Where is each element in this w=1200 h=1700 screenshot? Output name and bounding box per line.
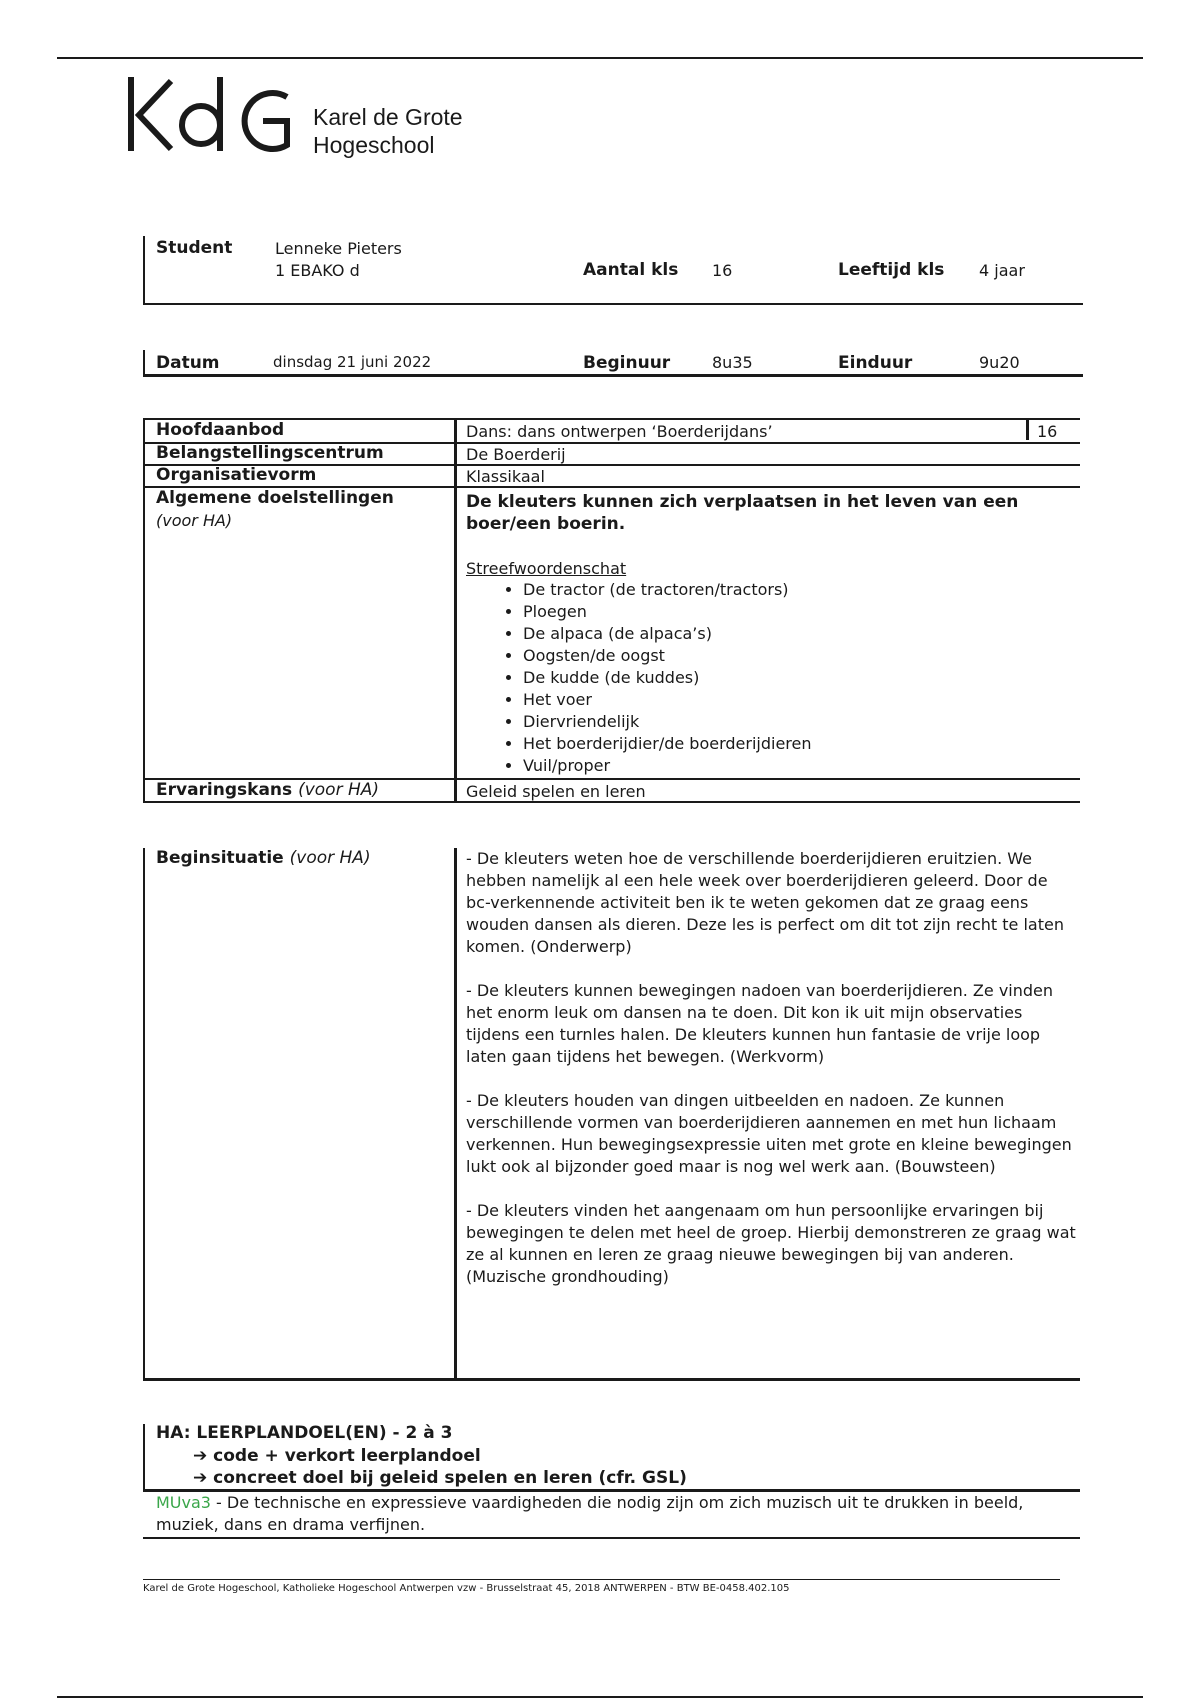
kdg-logo: [127, 75, 297, 155]
datum-left-border: [143, 350, 145, 377]
student-bottom-border: [143, 303, 1083, 305]
datum-bottom-border: [143, 374, 1083, 377]
doelstellingen-value: De kleuters kunnen zich verplaatsen in het leven van een boer/een boerin.: [466, 492, 1019, 534]
beginuur-value: 8u35: [712, 353, 753, 372]
ha-bullet-2-text: concreet doel bij geleid spelen en leren (cfr. GSL): [213, 1468, 687, 1488]
vocab-item: • De kudde (de kuddes): [523, 667, 1066, 689]
ha-bullet-1-text: code + verkort leerplandoel: [213, 1446, 481, 1466]
footer-rule: [143, 1579, 1060, 1580]
student-class: 1 EBAKO d: [275, 261, 360, 280]
begin-mid-border: [454, 848, 457, 1381]
streefwoordenschat-title: Streefwoordenschat: [466, 559, 627, 578]
ha-bullet-2: [193, 1467, 687, 1489]
page-top-rule: [57, 57, 1143, 59]
bc-label: Belangstellingscentrum: [156, 443, 384, 463]
organisatievorm-value: Klassikaal: [466, 467, 545, 486]
ha-doel: [156, 1492, 1076, 1536]
student-name: Lenneke Pieters: [275, 239, 402, 258]
datum-value: dinsdag 21 juni 2022: [273, 353, 432, 371]
einduur-value: 9u20: [979, 353, 1020, 372]
leeftijd-kls-value: 4 jaar: [979, 261, 1025, 280]
ervaringskans-row: [156, 780, 379, 801]
beginsituatie-row-label: [156, 848, 371, 869]
ervaringskans-label: Ervaringskans: [156, 780, 293, 800]
beginsituatie-paragraph: - De kleuters vinden het aangenaam om hun persoonlijke ervaringen bij bewegingen te delen met heel de groep. Hierbij demonstreren ze graag wat ze al kunnen en leren ze graag nieuwe bewegingen bij van anderen. (Muzische grondhouding): [466, 1201, 1076, 1286]
kdg-logo-mark: [127, 75, 297, 155]
ervaringskans-sub: (voor HA): [298, 780, 380, 800]
arrow-icon: ➔: [193, 1468, 208, 1488]
vocab-item: • Het voer: [523, 689, 1066, 711]
table1-mid-border: [454, 418, 457, 803]
ha-bottom-border: [143, 1537, 1080, 1539]
student-left-border: [143, 236, 145, 305]
vocab-item: • Ploegen: [523, 601, 1066, 623]
ha-doel-text: - De technische en expressieve vaardigheden die nodig zijn om zich muzisch uit te drukken in beeld, muziek, dans en drama verfijnen.: [156, 1493, 1024, 1534]
aantal-kls-value: 16: [712, 261, 733, 280]
ha-bullet-1: [193, 1445, 481, 1467]
beginsituatie-label: Beginsituatie: [156, 848, 284, 868]
beginuur-label: Beginuur: [583, 353, 671, 373]
vocab-item: • De alpaca (de alpaca’s): [523, 623, 1066, 645]
student-label: Student: [156, 238, 233, 258]
page-bottom-rule: [57, 1696, 1143, 1698]
begin-left-border: [143, 848, 145, 1381]
logo-name-line1: Karel de Grote: [313, 104, 463, 130]
beginsituatie-sub: (voor HA): [289, 848, 371, 868]
ha-left-border: [143, 1424, 145, 1492]
beginsituatie-paragraph: - De kleuters houden van dingen uitbeelden en nadoen. Ze kunnen verschillende vormen van boerderijdieren aannemen en met hun lichaam verkennen. Hun bewegingsexpressie uiten met grote en kleine bewegingen lukt ook al bijzonder goed maar is nog wel werk aan. (Bouwsteen): [466, 1091, 1072, 1176]
vocab-item: • Diervriendelijk: [523, 711, 1066, 733]
ervaringskans-value: Geleid spelen en leren: [466, 782, 646, 801]
ha-title: HA: LEERPLANDOEL(EN) - 2 à 3: [156, 1423, 453, 1443]
datum-label: Datum: [156, 353, 220, 373]
hoofdaanbod-count-divider: [1026, 420, 1029, 440]
beginsituatie-paragraph: - De kleuters weten hoe de verschillende boerderijdieren eruitzien. We hebben namelijk al een hele week over boerderijdieren geleerd. Door de bc-verkennende activiteit ben ik te weten gekomen dat ze graag eens wouden dansen als dieren. Deze les is perfect om dit tot zijn recht te laten komen. (Onderwerp): [466, 849, 1064, 956]
logo-name-line2: Hogeschool: [313, 132, 435, 158]
beginsituatie-text: [466, 848, 1076, 1310]
table1-left-border: [143, 418, 145, 803]
organisatievorm-label: Organisatievorm: [156, 465, 317, 485]
beginsituatie-paragraph: - De kleuters kunnen bewegingen nadoen van boerderijdieren. Ze vinden het enorm leuk om dansen na te doen. Dit kon ik uit mijn observaties tijdens een turnles halen. De kleuters kunnen hun fantasie de vrije loop laten gaan tijdens het bewegen. (Werkvorm): [466, 981, 1054, 1066]
streefwoordenschat-list: [466, 579, 1066, 777]
hoofdaanbod-count: 16: [1037, 422, 1058, 441]
ha-code: MUva3: [156, 1493, 211, 1512]
vocab-item: • De tractor (de tractoren/tractors): [523, 579, 1066, 601]
doelstellingen-sub: (voor HA): [156, 511, 233, 530]
vocab-item: • Het boerderijdier/de boerderijdieren: [523, 733, 1066, 755]
vocab-item: • Vuil/proper: [523, 755, 1066, 777]
doelstellingen-label: Algemene doelstellingen: [156, 488, 394, 508]
hoofdaanbod-value: Dans: dans ontwerpen ‘Boerderijdans’: [466, 422, 773, 441]
hoofdaanbod-label: Hoofdaanbod: [156, 420, 285, 440]
bc-value: De Boerderij: [466, 445, 566, 464]
footer-text: Karel de Grote Hogeschool, Katholieke Hogeschool Antwerpen vzw - Brusselstraat 45, 2018 ANTWERPEN - BTW BE-0458.402.105: [143, 1583, 790, 1594]
aantal-kls-label: Aantal kls: [583, 260, 679, 280]
leeftijd-kls-label: Leeftijd kls: [838, 260, 945, 280]
begin-bottom-border: [143, 1378, 1080, 1381]
vocab-item: • Oogsten/de oogst: [523, 645, 1066, 667]
arrow-icon: ➔: [193, 1446, 208, 1466]
einduur-label: Einduur: [838, 353, 913, 373]
